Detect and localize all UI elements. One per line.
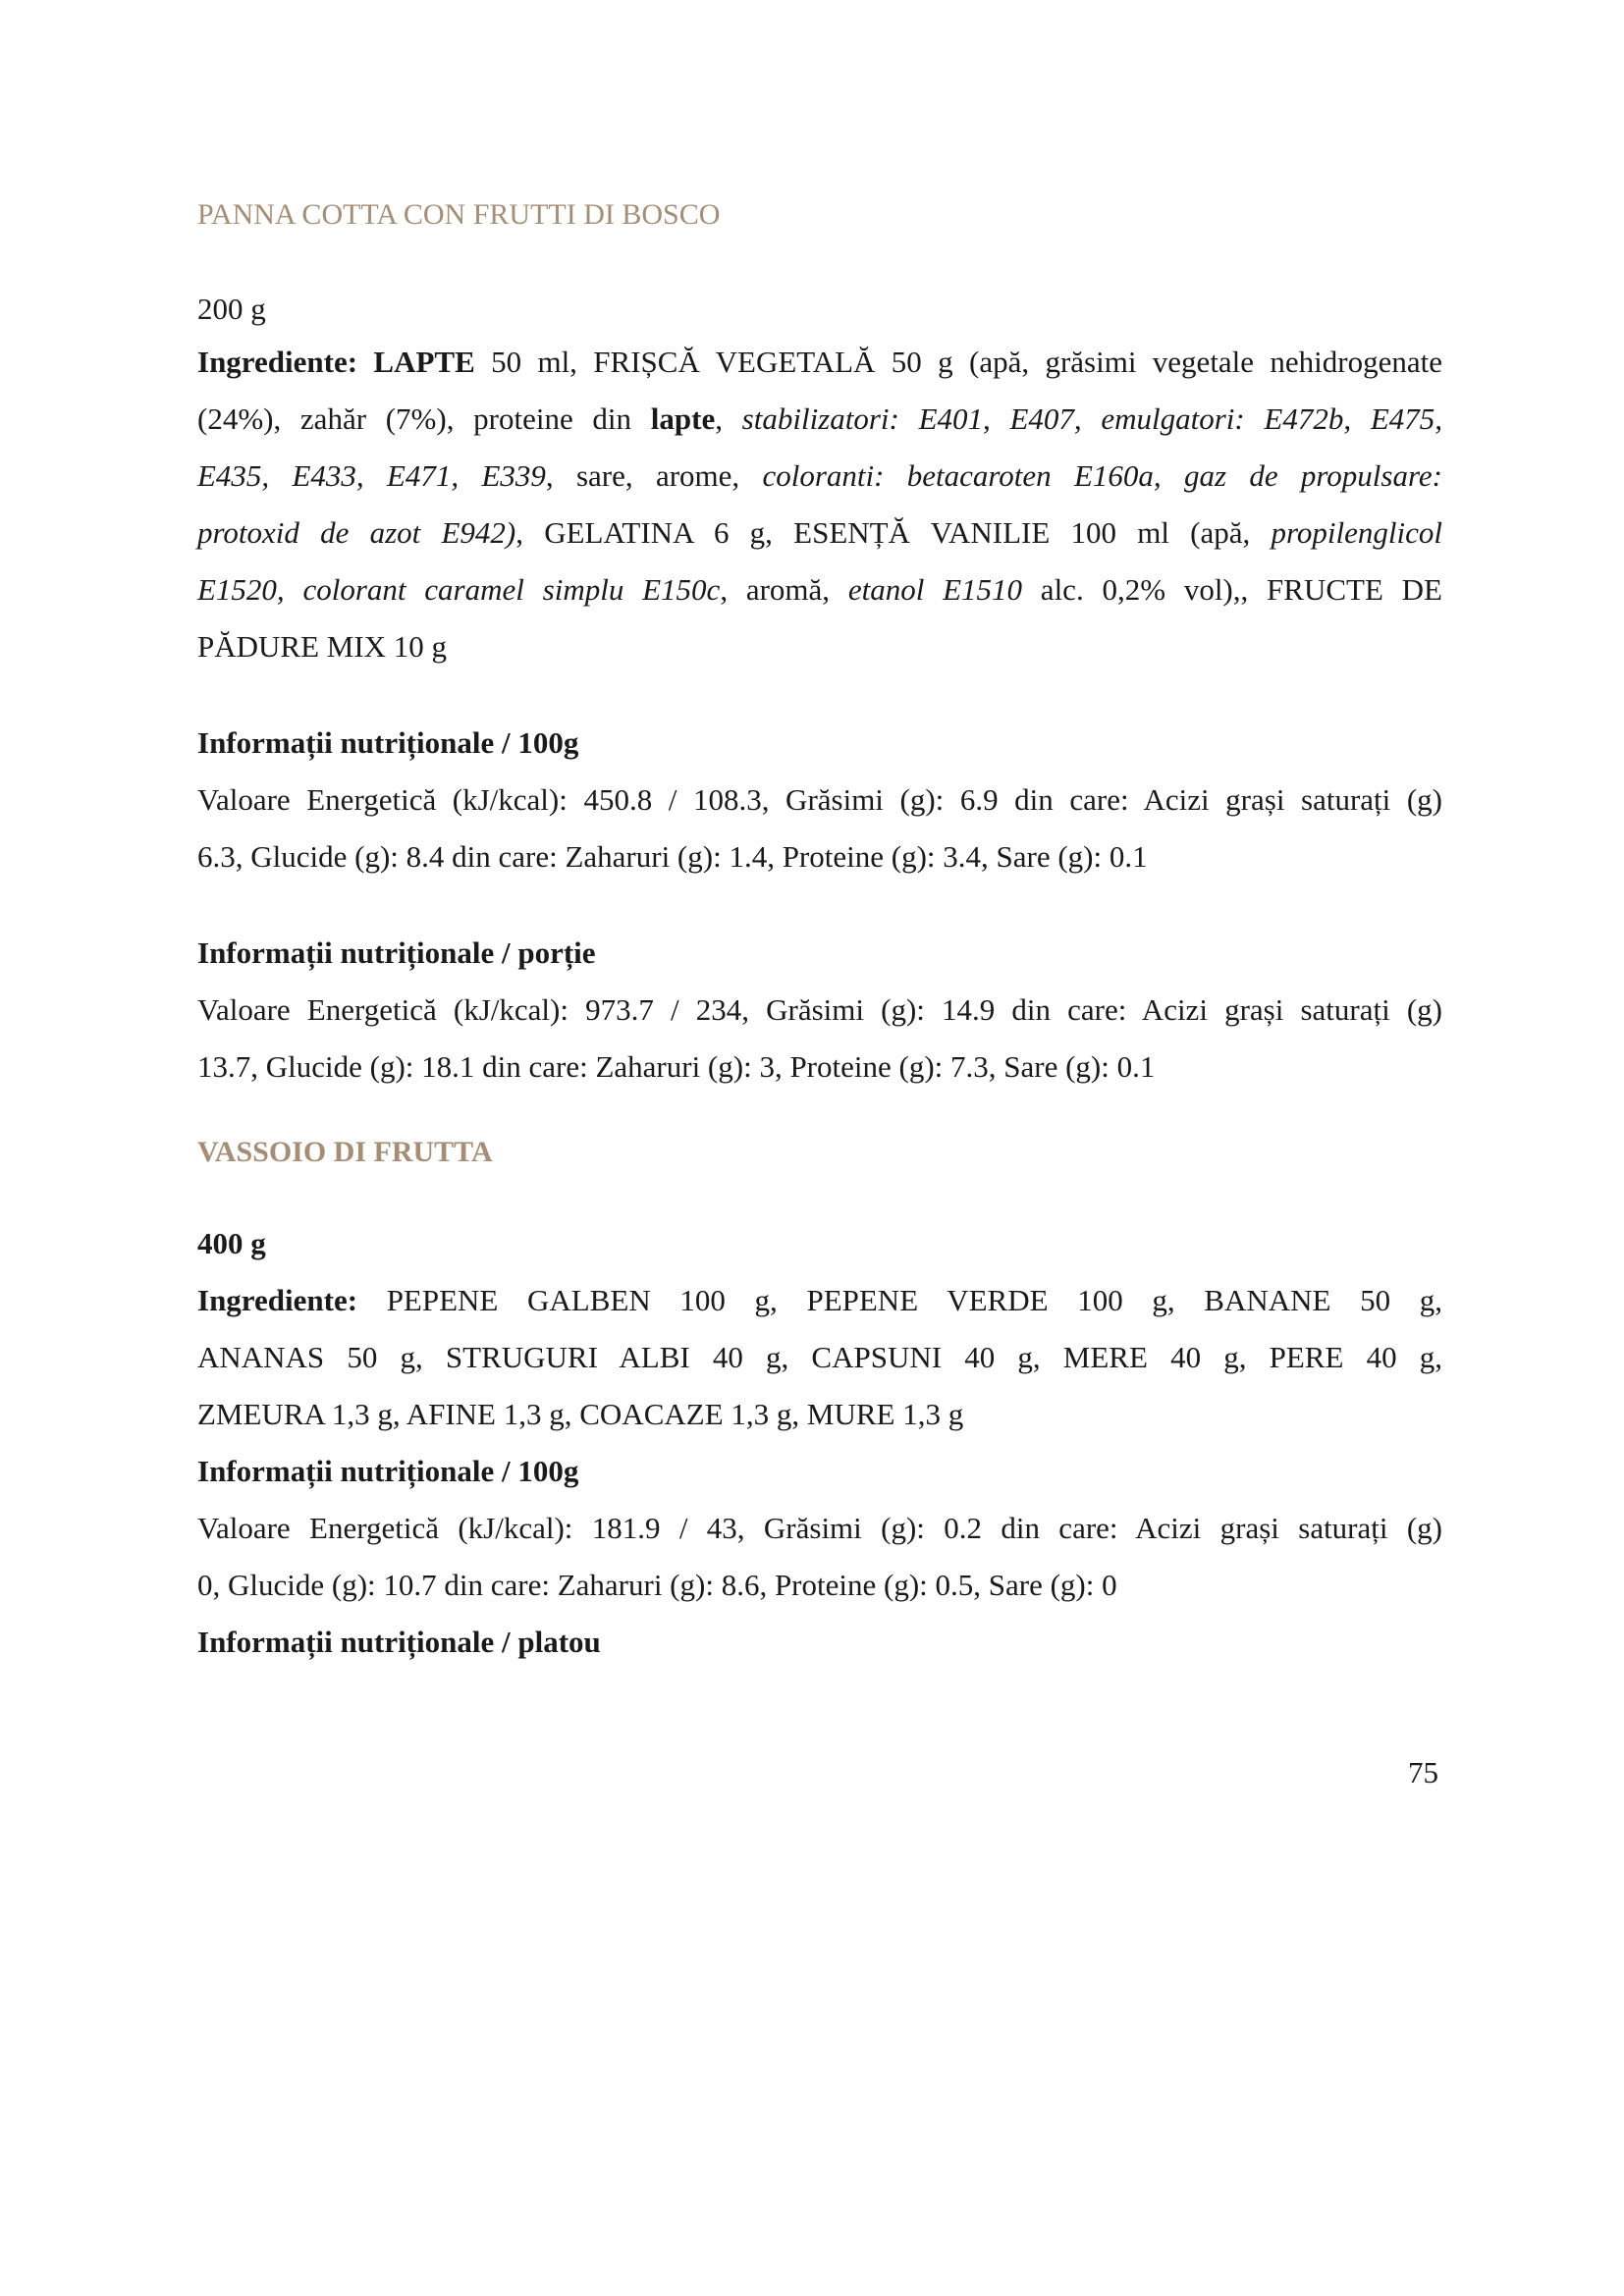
ingredient-text: ,: [715, 401, 742, 436]
ingredients-label: Ingrediente:: [197, 1283, 358, 1317]
ingredients-label: Ingrediente:: [197, 345, 358, 379]
nutrition-100g-line-2: 6.3, Glucide (g): 8.4 din care: Zaharuri (g): 1.4, Proteine (g): 3.4, Sare (g): 0.1: [197, 839, 1148, 874]
fruit-nutrition-100g-title: Informații nutriționale / 100g: [197, 1454, 579, 1488]
ingredient-additives: coloranti: betacaroten E160a, gaz de propulsare:: [762, 458, 1442, 493]
weight-panna-cotta: 200 g: [197, 292, 266, 326]
weight-vassoio: 400 g: [197, 1226, 266, 1260]
page-number: 75: [1408, 1755, 1438, 1789]
ingredient-additives: protoxid de azot E942): [197, 515, 516, 550]
ingredient-allergen: LAPTE: [373, 345, 475, 379]
fruit-nutrition-platter-title: Informații nutriționale / platou: [197, 1625, 601, 1659]
nutrition-portion-line-1: [197, 982, 1442, 1039]
fruit-ingredients-line-1: [197, 1272, 1442, 1329]
ingredient-text: 50 ml, FRIȘCĂ VEGETALĂ 50 g (apă, grăsimi vegetale nehidrogenate: [474, 345, 1442, 379]
ingredient-text: (24%), zahăr (7%), proteine din: [197, 401, 651, 436]
ingredients-line-4: [197, 505, 1442, 561]
nutrition-text: Valoare Energetică (kJ/kcal): 450.8 / 108.3, Grăsimi (g): 6.9 din care: Acizi grași saturați (g): [197, 782, 1442, 817]
nutrition-portion-line-2: 13.7, Glucide (g): 18.1 din care: Zaharuri (g): 3, Proteine (g): 7.3, Sare (g): 0.1: [197, 1049, 1156, 1084]
ingredient-text: alc. 0,2% vol),, FRUCTE DE: [1022, 572, 1442, 607]
section-title-vassoio: VASSOIO DI FRUTTA: [197, 1136, 493, 1168]
ingredient-additives: stabilizatori: E401, E407, emulgatori: E472b, E475,: [741, 401, 1443, 436]
ingredients-line-6: PĂDURE MIX 10 g: [197, 629, 448, 664]
nutrition-portion-title: Informații nutriționale / porție: [197, 935, 596, 970]
ingredients-line-3: [197, 448, 1442, 505]
section-title-panna-cotta: PANNA COTTA CON FRUTTI DI BOSCO: [197, 198, 721, 231]
ingredients-line-5: [197, 561, 1442, 618]
fruit-ingredients-line-3: ZMEURA 1,3 g, AFINE 1,3 g, COACAZE 1,3 g, MURE 1,3 g: [197, 1397, 964, 1431]
nutrition-text: Valoare Energetică (kJ/kcal): 973.7 / 234, Grăsimi (g): 14.9 din care: Acizi grași saturați (g): [197, 992, 1442, 1027]
nutrition-text: Valoare Energetică (kJ/kcal): 181.9 / 43, Grăsimi (g): 0.2 din care: Acizi grași saturați (g): [197, 1511, 1442, 1545]
ingredient-text: , sare, arome,: [545, 458, 763, 493]
nutrition-100g-title: Informații nutriționale / 100g: [197, 725, 579, 760]
ingredient-additives: E1520, colorant caramel simplu E150c: [197, 572, 721, 607]
ingredient-additives: E435, E433, E471, E339: [197, 458, 546, 493]
fruit-ingredients-line-2: [197, 1329, 1442, 1386]
ingredients-line-2: [197, 391, 1442, 448]
ingredient-additives: etanol E1510: [847, 572, 1023, 607]
ingredient-additives: propilenglicol: [1271, 515, 1442, 550]
ingredient-allergen: lapte: [650, 401, 716, 436]
ingredient-text: PEPENE GALBEN 100 g, PEPENE VERDE 100 g, BANANE 50 g,: [357, 1283, 1442, 1317]
ingredient-text: , aromă,: [720, 572, 848, 607]
nutrition-100g-line-1: [197, 772, 1442, 828]
fruit-nutrition-100g-line-2: 0, Glucide (g): 10.7 din care: Zaharuri (g): 8.6, Proteine (g): 0.5, Sare (g): 0: [197, 1568, 1117, 1602]
ingredient-text: ANANAS 50 g, STRUGURI ALBI 40 g, CAPSUNI 40 g, MERE 40 g, PERE 40 g,: [197, 1340, 1442, 1374]
ingredient-text: , GELATINA 6 g, ESENȚĂ VANILIE 100 ml (apă,: [515, 515, 1272, 550]
ingredients-line-1: [197, 334, 1442, 391]
fruit-nutrition-100g-line-1: [197, 1500, 1442, 1557]
